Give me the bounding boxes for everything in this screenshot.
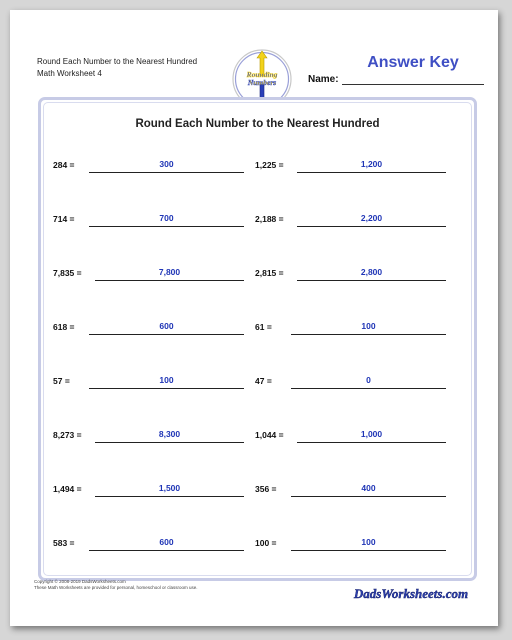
problem-item bbox=[255, 266, 455, 286]
brand-text: DadsWorksheets.com bbox=[353, 586, 469, 601]
problem-answer: 2,200 bbox=[360, 213, 383, 223]
problem-question: 57 = bbox=[53, 376, 70, 386]
problem-question: 583 = bbox=[53, 538, 75, 548]
worksheet-title: Round Each Number to the Nearest Hundred bbox=[135, 118, 380, 130]
problem-item bbox=[53, 536, 253, 556]
problems-frame bbox=[38, 97, 477, 581]
footer bbox=[34, 579, 198, 591]
problem-answer: 1,000 bbox=[360, 429, 383, 439]
problem-item bbox=[255, 320, 455, 340]
answer-line bbox=[297, 442, 446, 443]
problem-question: 2,815 = bbox=[255, 268, 284, 278]
problem-question: 100 = bbox=[255, 538, 277, 548]
problem-item bbox=[255, 536, 455, 556]
answer-line bbox=[297, 226, 446, 227]
problem-answer: 100 bbox=[361, 321, 376, 331]
problem-item bbox=[53, 428, 253, 448]
logo-text-2: Numbers bbox=[247, 78, 277, 87]
problem-item bbox=[53, 158, 253, 178]
answer-line bbox=[95, 280, 244, 281]
problem-answer: 300 bbox=[159, 159, 174, 169]
problem-question: 714 = bbox=[53, 214, 75, 224]
copyright-text: Copyright © 2008-2019 DadsWorksheets.com bbox=[34, 579, 126, 584]
problem-answer: 700 bbox=[159, 213, 174, 223]
problem-item bbox=[53, 266, 253, 286]
problem-item bbox=[53, 482, 253, 502]
answer-line bbox=[89, 226, 244, 227]
problem-question: 8,273 = bbox=[53, 430, 82, 440]
problem-answer: 1,500 bbox=[158, 483, 181, 493]
logo-text-1: Rounding bbox=[246, 70, 278, 79]
problem-answer: 400 bbox=[361, 483, 376, 493]
dadsworksheets-logo bbox=[346, 583, 476, 603]
answer-line bbox=[291, 550, 446, 551]
usage-notice: These Math Worksheets are provided for personal, homeschool or classroom use. bbox=[34, 585, 198, 590]
answer-line bbox=[95, 496, 244, 497]
problem-answer: 2,800 bbox=[360, 267, 383, 277]
header-title bbox=[37, 56, 197, 80]
answer-line bbox=[297, 172, 446, 173]
problem-question: 61 = bbox=[255, 322, 272, 332]
problem-answer: 100 bbox=[361, 537, 376, 547]
problem-question: 284 = bbox=[53, 160, 75, 170]
problem-item bbox=[53, 212, 253, 232]
worksheet-page bbox=[10, 10, 498, 626]
problem-question: 1,494 = bbox=[53, 484, 82, 494]
problem-item bbox=[255, 212, 455, 232]
answer-line bbox=[89, 172, 244, 173]
header-title-line1: Round Each Number to the Nearest Hundred bbox=[37, 57, 198, 66]
problem-item bbox=[255, 482, 455, 502]
problem-answer: 600 bbox=[159, 537, 174, 547]
problem-question: 2,188 = bbox=[255, 214, 284, 224]
problem-item bbox=[53, 320, 253, 340]
name-line bbox=[342, 84, 484, 85]
problem-answer: 8,300 bbox=[158, 429, 181, 439]
answer-line bbox=[297, 280, 446, 281]
problem-answer: 0 bbox=[366, 375, 371, 385]
problem-question: 618 = bbox=[53, 322, 75, 332]
answer-line bbox=[95, 442, 244, 443]
problem-item bbox=[255, 428, 455, 448]
problem-item bbox=[255, 158, 455, 178]
problem-answer: 100 bbox=[159, 375, 174, 385]
problem-answer: 7,800 bbox=[158, 267, 181, 277]
answer-line bbox=[89, 388, 244, 389]
problem-item bbox=[255, 374, 455, 394]
problem-item bbox=[53, 374, 253, 394]
answer-line bbox=[291, 334, 446, 335]
problem-question: 7,835 = bbox=[53, 268, 82, 278]
problem-question: 1,225 = bbox=[255, 160, 284, 170]
problem-answer: 600 bbox=[159, 321, 174, 331]
problem-question: 356 = bbox=[255, 484, 277, 494]
header-title-line2: Math Worksheet 4 bbox=[37, 69, 102, 78]
problem-question: 1,044 = bbox=[255, 430, 284, 440]
answer-line bbox=[89, 334, 244, 335]
problem-answer: 1,200 bbox=[360, 159, 383, 169]
name-label: Name: bbox=[308, 74, 339, 85]
problem-question: 47 = bbox=[255, 376, 272, 386]
answer-line bbox=[291, 388, 446, 389]
answer-key-label: Answer Key bbox=[367, 54, 459, 71]
answer-line bbox=[89, 550, 244, 551]
answer-line bbox=[291, 496, 446, 497]
